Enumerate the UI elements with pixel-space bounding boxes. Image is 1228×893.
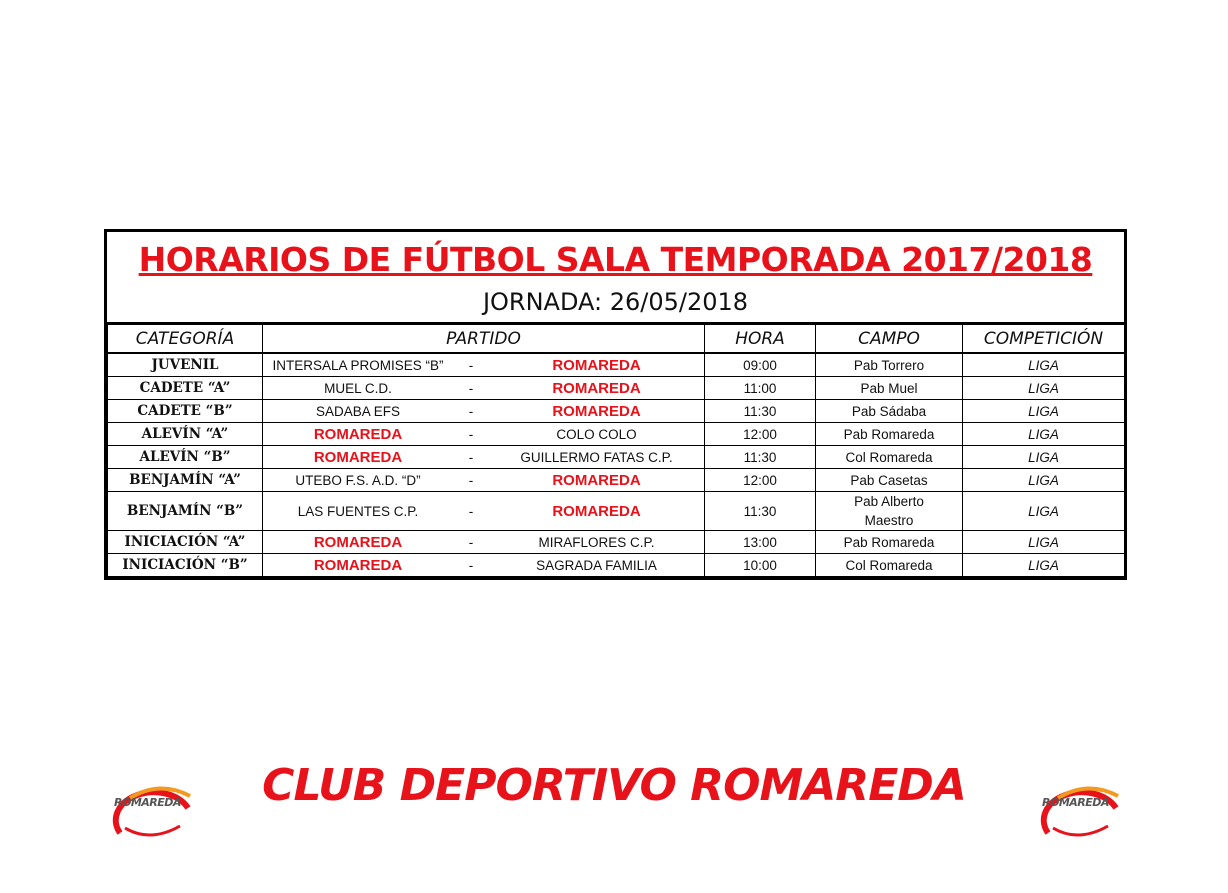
cell-partido — [263, 554, 705, 577]
cell-competicion: LIGA — [963, 531, 1125, 554]
cell-competicion: LIGA — [963, 554, 1125, 577]
away-team: COLO COLO — [556, 426, 637, 442]
cell-categoria: BENJAMÍN “A” — [108, 469, 263, 492]
away-team: MIRAFLORES C.P. — [538, 534, 655, 550]
cell-hora: 10:00 — [705, 554, 816, 577]
match — [263, 357, 704, 374]
cell-competicion: LIGA — [963, 492, 1125, 531]
cell-partido — [263, 469, 705, 492]
cell-campo: Pab Torrero — [816, 353, 963, 377]
home-team: INTERSALA PROMISES “B” — [272, 357, 444, 373]
home-team: ROMAREDA — [313, 556, 403, 574]
home-team: ROMAREDA — [313, 425, 403, 443]
match — [263, 472, 704, 489]
cell-categoria: ALEVÍN “B” — [108, 446, 263, 469]
cell-categoria: CADETE “B” — [108, 400, 263, 423]
cell-campo: Pab Sádaba — [816, 400, 963, 423]
cell-competicion: LIGA — [963, 446, 1125, 469]
club-name: CLUB DEPORTIVO ROMAREDA — [262, 760, 966, 811]
cell-categoria: BENJAMÍN “B” — [108, 492, 263, 531]
away-team: ROMAREDA — [552, 379, 641, 397]
home-team: SADABA EFS — [315, 403, 401, 419]
table-row — [108, 423, 1125, 446]
cell-hora: 12:00 — [705, 423, 816, 446]
logo-text-left: ROMAREDA — [114, 796, 181, 809]
cell-campo: Col Romareda — [816, 554, 963, 577]
home-team: UTEBO F.S. A.D. “D” — [295, 472, 421, 488]
cell-hora: 13:00 — [705, 531, 816, 554]
cell-campo: Pab Alberto Maestro — [816, 492, 963, 531]
match — [263, 557, 704, 574]
cell-categoria: INICIACIÓN “A” — [108, 531, 263, 554]
cell-campo: Pab Romareda — [816, 531, 963, 554]
match — [263, 426, 704, 443]
header-competicion: COMPETICIÓN — [963, 325, 1125, 354]
cell-competicion: LIGA — [963, 377, 1125, 400]
cell-competicion: LIGA — [963, 423, 1125, 446]
away-team: ROMAREDA — [552, 402, 641, 420]
cell-competicion: LIGA — [963, 400, 1125, 423]
table-row — [108, 400, 1125, 423]
away-team: SAGRADA FAMILIA — [536, 557, 657, 573]
match-separator: - — [468, 534, 474, 550]
table-row — [108, 492, 1125, 531]
cell-categoria: CADETE “A” — [108, 377, 263, 400]
away-team: ROMAREDA — [552, 471, 641, 489]
cell-partido — [263, 423, 705, 446]
table-row — [108, 446, 1125, 469]
cell-hora: 11:00 — [705, 377, 816, 400]
header-hora: HORA — [705, 325, 816, 354]
cell-competicion: LIGA — [963, 469, 1125, 492]
table-row — [108, 469, 1125, 492]
match-separator: - — [468, 357, 474, 373]
cell-partido — [263, 400, 705, 423]
cell-hora: 12:00 — [705, 469, 816, 492]
match-separator: - — [468, 449, 474, 465]
header-partido: PARTIDO — [263, 325, 705, 354]
cell-campo: Col Romareda — [816, 446, 963, 469]
schedule-sheet — [104, 229, 1127, 580]
cell-partido — [263, 492, 705, 531]
away-team: ROMAREDA — [552, 502, 641, 520]
match — [263, 503, 704, 520]
schedule-table — [107, 324, 1125, 577]
cell-categoria: ALEVÍN “A” — [108, 423, 263, 446]
cell-partido — [263, 446, 705, 469]
match-separator: - — [468, 426, 474, 442]
cell-competicion: LIGA — [963, 353, 1125, 377]
table-row — [108, 531, 1125, 554]
cell-hora: 09:00 — [705, 353, 816, 377]
match-separator: - — [468, 472, 474, 488]
match-separator: - — [468, 557, 474, 573]
title-box — [107, 232, 1124, 324]
cell-categoria: INICIACIÓN “B” — [108, 554, 263, 577]
table-row — [108, 554, 1125, 577]
table-row — [108, 353, 1125, 377]
cell-campo: Pab Muel — [816, 377, 963, 400]
table-header-row — [108, 325, 1125, 354]
cell-hora: 11:30 — [705, 446, 816, 469]
away-team: ROMAREDA — [552, 356, 641, 374]
cell-partido — [263, 377, 705, 400]
match-separator: - — [468, 380, 474, 396]
cell-hora: 11:30 — [705, 492, 816, 531]
match — [263, 403, 704, 420]
home-team: LAS FUENTES C.P. — [297, 503, 419, 519]
page-title: HORARIOS DE FÚTBOL SALA TEMPORADA 2017/2018 — [138, 240, 1093, 279]
away-team: GUILLERMO FATAS C.P. — [520, 449, 673, 465]
cell-campo: Pab Romareda — [816, 423, 963, 446]
home-team: ROMAREDA — [313, 533, 403, 551]
match-separator: - — [468, 503, 474, 519]
home-team: ROMAREDA — [313, 448, 403, 466]
match — [263, 534, 704, 551]
table-row — [108, 377, 1125, 400]
cell-campo: Pab Casetas — [816, 469, 963, 492]
match — [263, 449, 704, 466]
logo-text-right: ROMAREDA — [1042, 796, 1109, 809]
cell-hora: 11:30 — [705, 400, 816, 423]
match-separator: - — [468, 403, 474, 419]
header-campo: CAMPO — [816, 325, 963, 354]
cell-partido — [263, 531, 705, 554]
club-logo-right — [1028, 778, 1128, 848]
cell-categoria: JUVENIL — [108, 353, 263, 377]
header-categoria: CATEGORÍA — [108, 325, 263, 354]
cell-partido — [263, 353, 705, 377]
match-day: JORNADA: 26/05/2018 — [482, 288, 749, 316]
match — [263, 380, 704, 397]
home-team: MUEL C.D. — [324, 380, 392, 396]
